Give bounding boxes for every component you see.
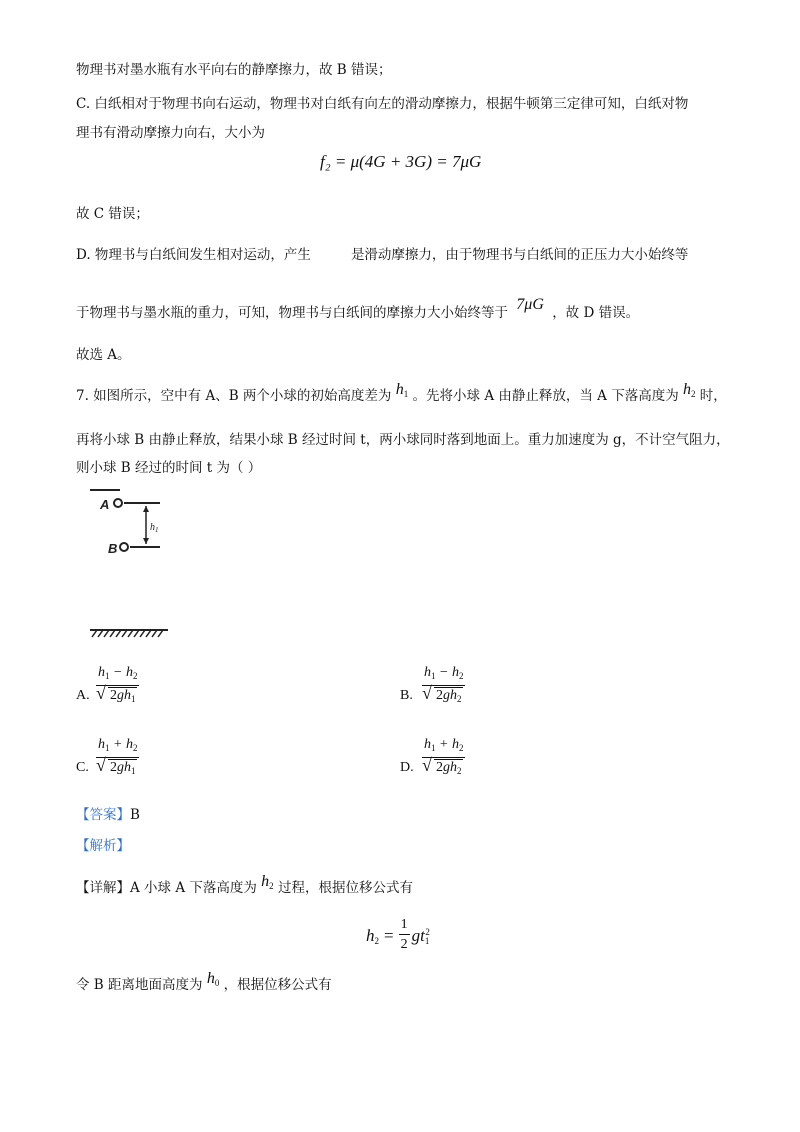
text-line-6 — [76, 296, 640, 323]
last-h0: $h_0$ — [206, 970, 220, 988]
option-a-expr[interactable]: $h_1 - h_2$ √ $2gh_1$ — [96, 664, 139, 709]
text-line-5a: D. 物理书与白纸间发生相对运动，产生 — [76, 247, 311, 263]
question-line-3: 则小球 B 经过的时间 t 为（ ） — [76, 460, 262, 476]
last-a: 令 B 距离地面高度为 — [76, 977, 203, 993]
text-line-2: C. 白纸相对于物理书向右运动，物理书对白纸有向左的滑动摩擦力，根据牛顿第三定律可知，白纸对物 — [76, 96, 689, 112]
figure-label-b: B — [108, 541, 118, 556]
text-line-3: 理书有滑动摩擦力向右，大小为 — [76, 125, 265, 141]
equation-f2 — [320, 152, 481, 172]
detail-h2: $h_2$ — [261, 873, 274, 891]
text-line-7: 故选 A。 — [76, 347, 131, 363]
option-c-label: C. — [76, 760, 89, 775]
text-line-6a: 于物理书与墨水瓶的重力，可知，物理书与白纸间的摩擦力大小始终等于 — [76, 305, 508, 321]
last-line — [76, 970, 332, 999]
figure-label-h1: $h_1$ — [150, 522, 159, 534]
detail-line — [76, 873, 413, 902]
last-b: ，根据位移公式有 — [223, 977, 332, 993]
question-l1a: 7. 如图所示，空中有 A、B 两个小球的初始高度差为 — [76, 388, 392, 404]
equation-h2: $h_2$ = $\frac{1}{2}$ $gt_1^2$ — [366, 917, 430, 952]
answer-tag: 【答案】 — [76, 807, 130, 823]
text-line-5 — [76, 245, 688, 265]
figure-label-a: A — [100, 497, 110, 512]
option-a-label: A. — [76, 688, 90, 703]
question-h1: $h_1$ — [395, 381, 409, 399]
text-line-1: 物理书对墨水瓶有水平向右的静摩擦力，故 B 错误； — [76, 62, 392, 78]
ball-b — [120, 543, 128, 551]
detail-tag: 【详解】 — [76, 880, 130, 896]
option-b-expr[interactable]: $h_1 - h_2$ √ $2gh_2$ — [422, 664, 465, 709]
question-figure — [80, 482, 190, 642]
text-line-4: 故 C 错误； — [76, 206, 149, 222]
option-d-label: D. — [400, 760, 414, 775]
text-line-5b: 是滑动摩擦力，由于物理书与白纸间的正压力大小始终等 — [350, 247, 689, 263]
detail-a: A 小球 A 下落高度为 — [130, 880, 257, 896]
option-b-label: B. — [400, 688, 413, 703]
answer-line — [76, 805, 140, 825]
question-h2: $h_2$ — [683, 381, 696, 399]
text-line-6b: ，故 D 错误。 — [552, 305, 640, 321]
detail-b: 过程，根据位移公式有 — [277, 880, 413, 896]
answer-value: B — [130, 807, 140, 823]
question-l1b: 。先将小球 A 由静止释放，当 A 下落高度为 — [412, 388, 679, 404]
option-d-expr[interactable]: $h_1 + h_2$ √ $2gh_2$ — [422, 736, 465, 781]
question-line-2: 再将小球 B 由静止释放，结果小球 B 经过时间 t，两小球同时落到地面上。重力加速度为 g，不计空气阻力， — [76, 432, 730, 448]
question-l1c: 时， — [699, 388, 727, 404]
question-line-1 — [76, 381, 727, 410]
equation-f2-text: f₂ = μ(4G + 3G) = 7μG — [320, 152, 482, 171]
option-c-expr[interactable]: $h_1 + h_2$ √ $2gh_1$ — [96, 736, 139, 781]
ball-a — [114, 499, 122, 507]
analysis-tag: 【解析】 — [76, 838, 130, 854]
inline-math-7ug: 7μG — [516, 296, 544, 313]
